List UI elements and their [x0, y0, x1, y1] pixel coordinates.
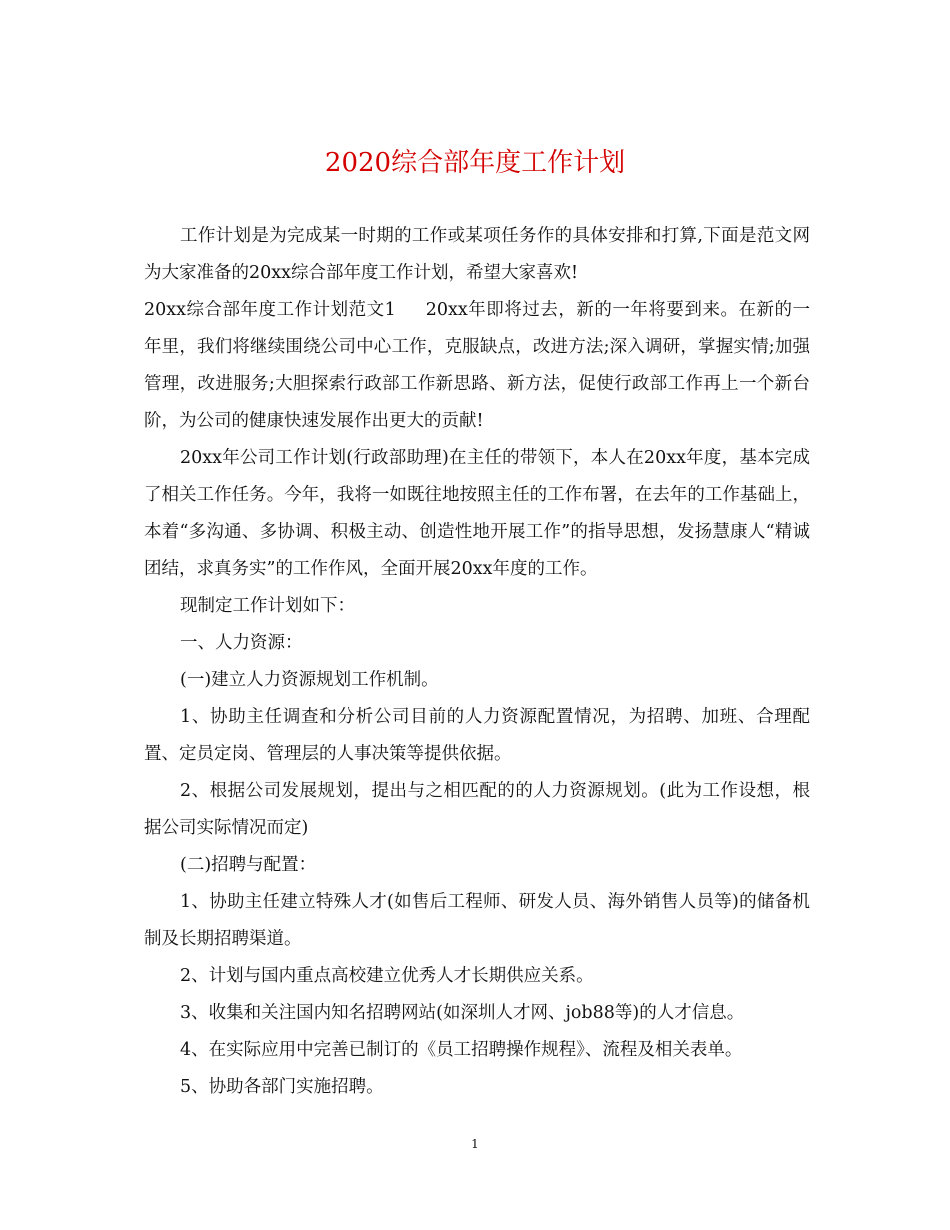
list-item: 3、收集和关注国内知名招聘网站(如深圳人才网、job88等)的人才信息。	[180, 1003, 745, 1023]
list-item: 5、协助各部门实施招聘。	[180, 1077, 384, 1097]
list-item: 4、在实际应用中完善已制订的《员工招聘操作规程》、流程及相关表单。	[180, 1040, 743, 1060]
section-heading-hr: 一、人力资源：	[180, 633, 303, 653]
subsection-heading-2: (二)招聘与配置：	[180, 855, 317, 875]
paragraph-summary: 20xx年公司工作计划(行政部助理)在主任的带领下，本人在20xx年度，基本完成了相关工作任务。今年，我将一如既往地按照主任的工作布署，在去年的工作基础上，本着“多沟通、多协调、积极主动、创造性地开展工作”的指导思想，发扬慧康人“精诚团结，求真务实”的工作作风，全面开展20xx年度的工作。	[144, 448, 810, 579]
paragraph-sample-1	[144, 292, 810, 440]
list-item: 2、根据公司发展规划，提出与之相匹配的的人力资源规划。(此为工作设想，根据公司实际情况而定)	[144, 781, 810, 838]
document-body	[144, 218, 810, 1106]
document-title: 2020综合部年度工作计划	[324, 148, 626, 178]
list-item: 1、协助主任调查和分析公司目前的人力资源配置情况，为招聘、加班、合理配置、定员定岗、管理层的人事决策等提供依据。	[144, 707, 810, 764]
list-item: 2、计划与国内重点高校建立优秀人才长期供应关系。	[180, 966, 594, 986]
sample-body: 20xx年即将过去，新的一年将要到来。在新的一年里，我们将继续围绕公司中心工作，克服缺点，改进方法;深入调研，掌握实情;加强管理，改进服务;大胆探索行政部工作新思路、新方法，促使行政部工作再上一个新台阶，为公司的健康快速发展作出更大的贡献!	[144, 300, 810, 431]
paragraph-plan-intro: 现制定工作计划如下：	[180, 596, 355, 616]
paragraph-intro: 工作计划是为完成某一时期的工作或某项任务作的具体安排和打算,下面是范文网为大家准备的20xx综合部年度工作计划，希望大家喜欢!	[144, 226, 810, 283]
page-number: 1	[471, 1137, 479, 1151]
list-item: 1、协助主任建立特殊人才(如售后工程师、研发人员、海外销售人员等)的储备机制及长期招聘渠道。	[144, 892, 810, 949]
subsection-heading-1: (一)建立人力资源规划工作机制。	[180, 670, 439, 690]
sample-heading: 20xx综合部年度工作计划范文1	[144, 300, 396, 320]
